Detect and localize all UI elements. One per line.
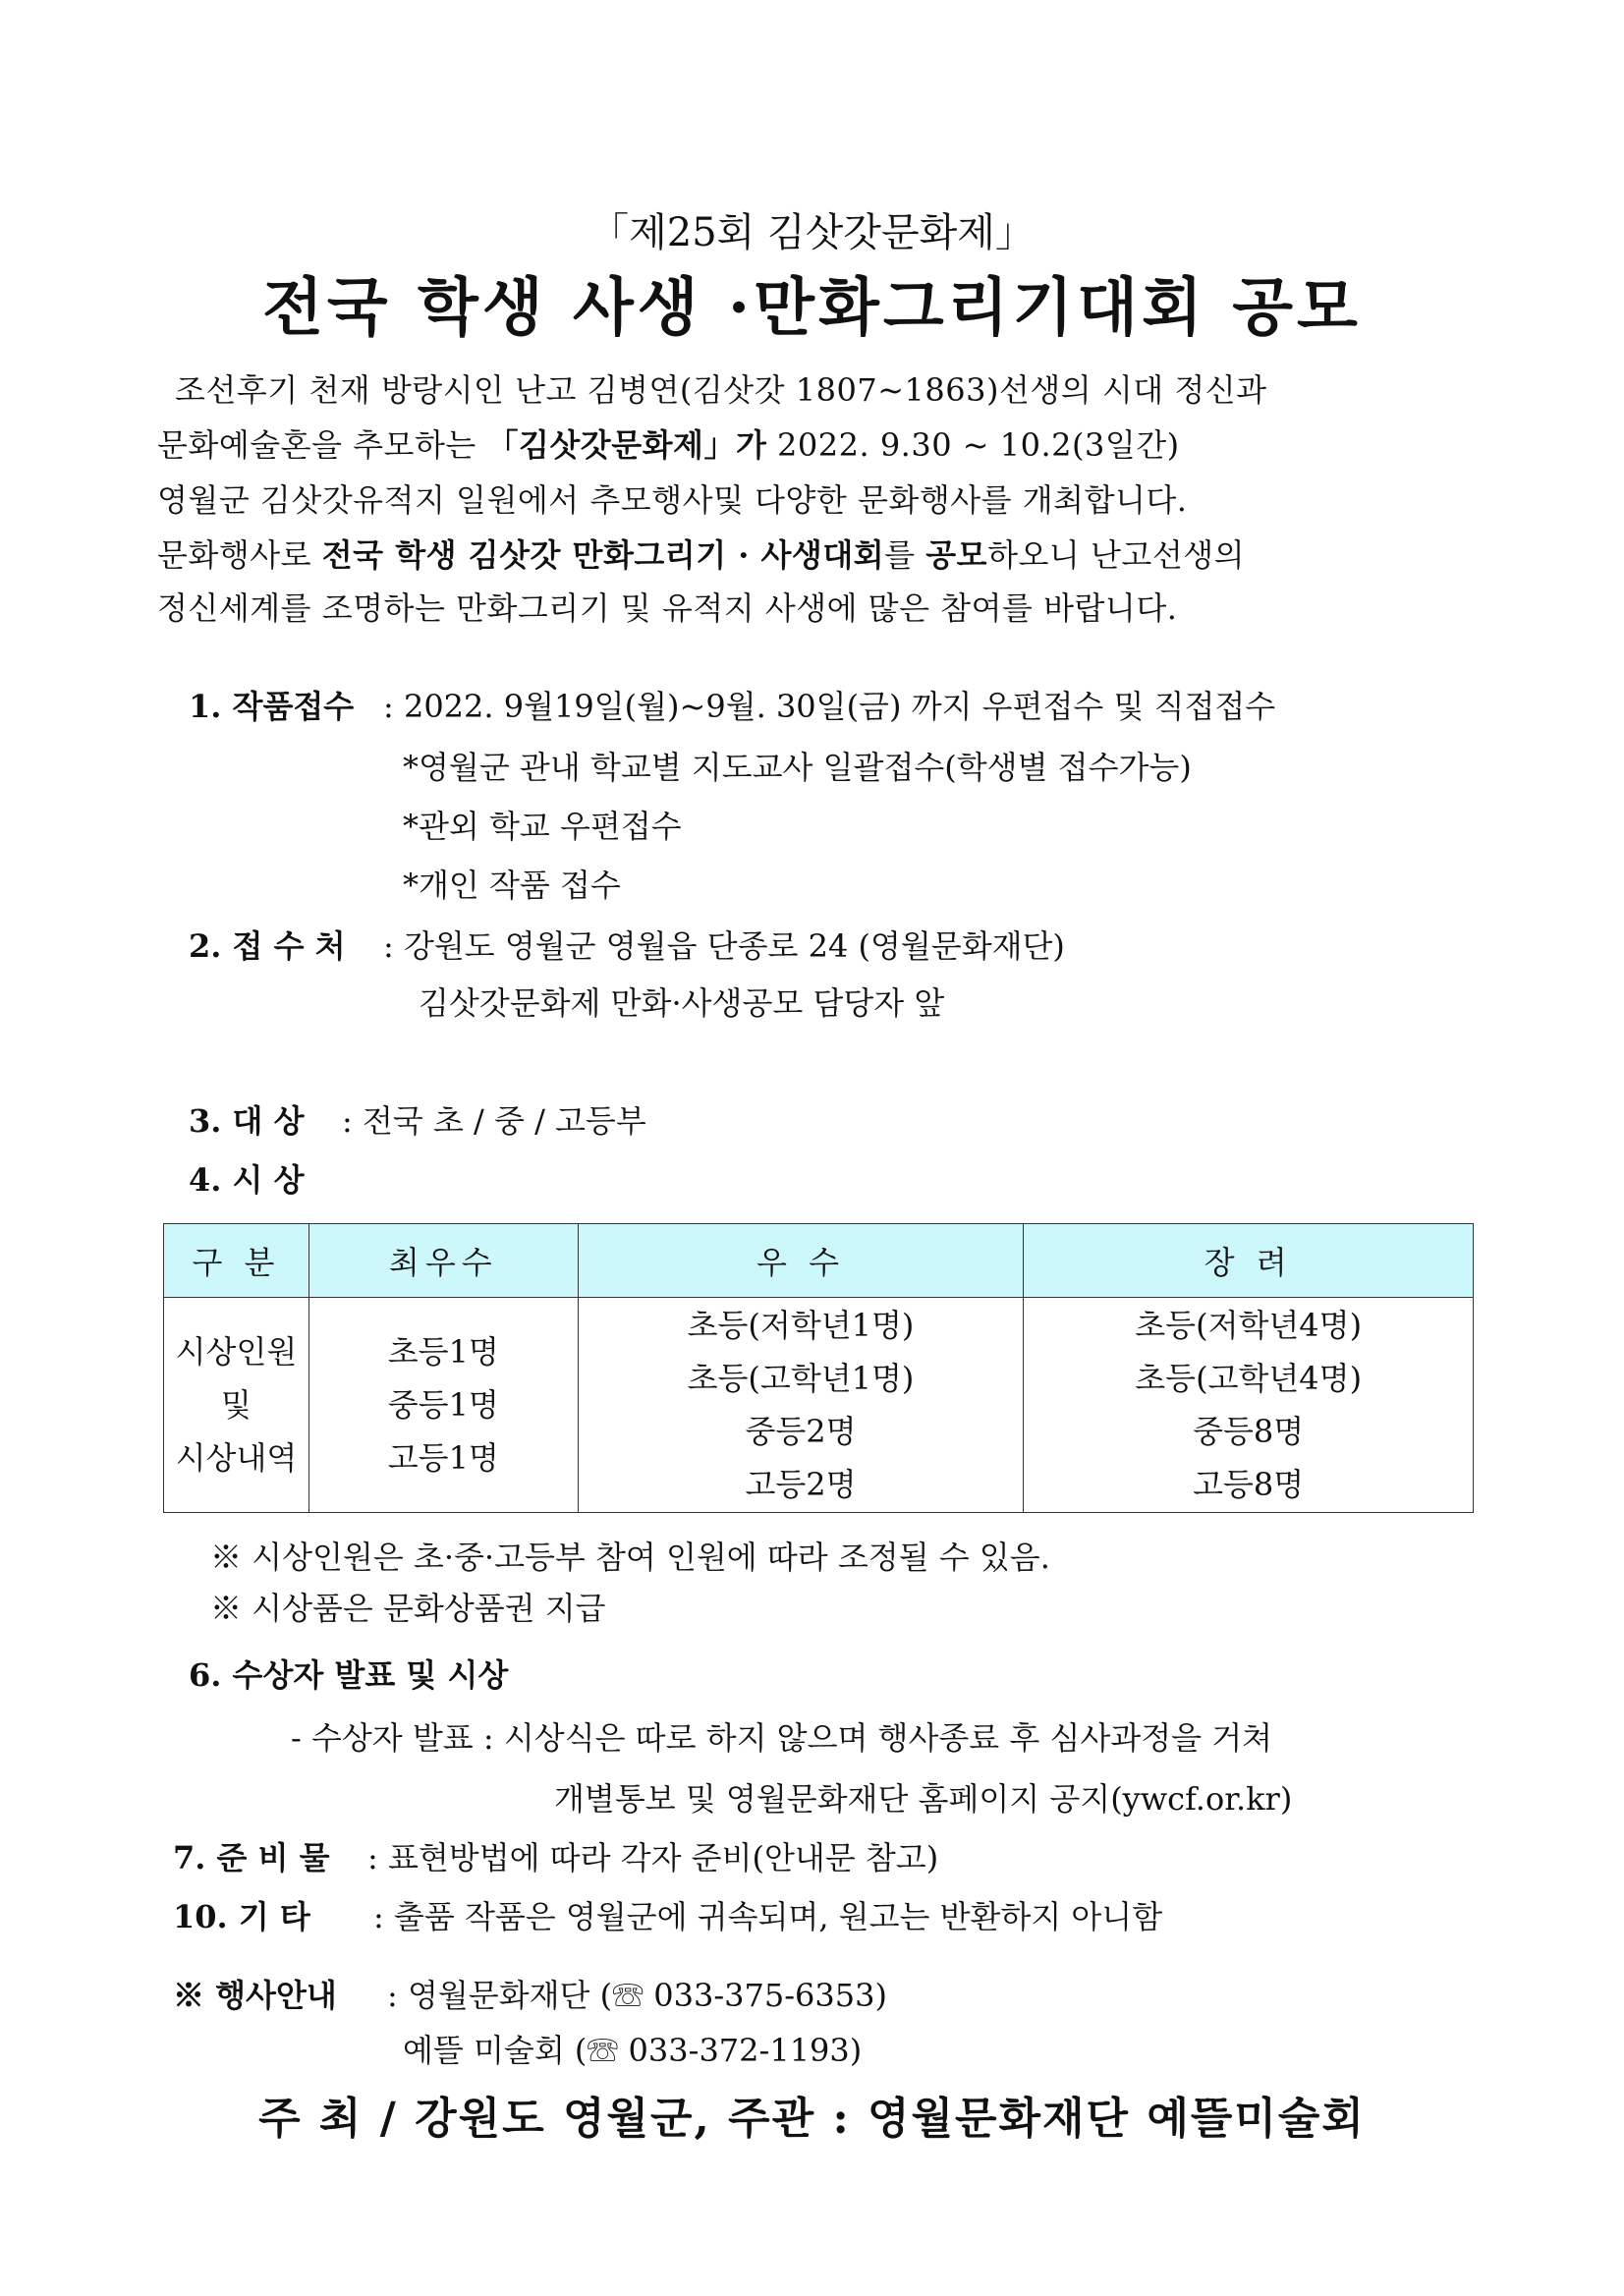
festival-name: 「김삿갓문화제」가: [486, 426, 767, 464]
intro-line-3: 영월군 김삿갓유적지 일원에서 추모행사및 다양한 문화행사를 개최합니다.: [157, 481, 1188, 519]
intro-line-2: [157, 420, 1180, 466]
row-label-cell: [164, 1298, 309, 1513]
document-title: 전국 학생 사생 ·만화그리기대회 공모: [262, 271, 1362, 345]
section-6-label: 6. 수상자 발표 및 시상: [189, 1656, 509, 1694]
section-10-value: : 출품 작품은 영월군에 귀속되며, 원고는 반환하지 아니함: [373, 1898, 1163, 1935]
section-7-label: 7. 준 비 물: [173, 1839, 330, 1876]
top-prize-entry: 초등1명: [387, 1333, 499, 1371]
prize-table-header-row: [164, 1224, 1474, 1298]
contact-line-2: 예뜰 미술회 (☏ 033-372-1193): [403, 2032, 863, 2069]
encouragement-entry: 고등8명: [1193, 1466, 1305, 1503]
intro-line-4: [157, 531, 1245, 576]
section-1-sub-3: *개인 작품 접수: [403, 867, 621, 904]
excellence-entry: 중등2명: [745, 1413, 857, 1450]
intro-line-4-a: 문화행사로: [157, 536, 322, 574]
encouragement-entry: 초등(저학년4명): [1135, 1307, 1363, 1344]
header-category: 구 분: [164, 1224, 309, 1298]
section-10-label: 10. 기 타: [173, 1898, 310, 1935]
contact-line-1: : 영월문화재단 (☏ 033-375-6353): [387, 1977, 887, 2014]
section-3-value: : 전국 초 / 중 / 고등부: [342, 1102, 646, 1140]
prize-table-row: [164, 1298, 1474, 1513]
row-label-line: 시상인원: [175, 1333, 298, 1371]
section-1-value: : 2022. 9월19일(월)~9월. 30일(금) 까지 우편접수 및 직접접수: [383, 688, 1276, 725]
intro-line-2-a: 문화예술혼을 추모하는: [157, 426, 487, 464]
note-1: ※ 시상인원은 초·중·고등부 참여 인원에 따라 조정될 수 있음.: [210, 1539, 1050, 1576]
excellence-cell: [578, 1298, 1024, 1513]
festival-dates: 2022. 9.30 ~ 10.2(3일간): [766, 426, 1180, 464]
organizer-footer: 주 최 / 강원도 영월군, 주관 : 영월문화재단 예뜰미술회: [258, 2094, 1366, 2144]
contact-label: ※ 행사안내: [173, 1977, 337, 2014]
section-2-sub-1: 김삿갓문화제 만화·사생공모 담당자 앞: [419, 984, 945, 1022]
row-label-line: 시상내역: [175, 1439, 298, 1477]
section-4-label: 4. 시 상: [189, 1161, 305, 1199]
intro-line-5: 정신세계를 조명하는 만화그리기 및 유적지 사생에 많은 참여를 바랍니다.: [157, 589, 1178, 627]
prize-table: [163, 1223, 1474, 1513]
section-2-value: : 강원도 영월군 영월읍 단종로 24 (영월문화재단): [383, 927, 1065, 965]
note-2: ※ 시상품은 문화상품권 지급: [210, 1590, 606, 1627]
encouragement-cell: [1024, 1298, 1474, 1513]
intro-line-4-e: 하오니 난고선생의: [987, 536, 1246, 574]
event-subtitle: 「제25회 김삿갓문화제」: [589, 210, 1035, 255]
contest-call: 공모: [925, 536, 988, 574]
section-6-line-2: 개별통보 및 영월문화재단 홈페이지 공지(ywcf.or.kr): [554, 1780, 1293, 1818]
top-prize-cell: [308, 1298, 578, 1513]
section-2-label: 2. 접 수 처: [189, 927, 346, 965]
section-1-sub-2: *관외 학교 우편접수: [403, 808, 682, 845]
excellence-entry: 초등(고학년1명): [687, 1360, 915, 1397]
section-6-line-1: - 수상자 발표 : 시상식은 따로 하지 않으며 행사종료 후 심사과정을 거쳐: [291, 1719, 1273, 1757]
intro-line-1: 조선후기 천재 방랑시인 난고 김병연(김삿갓 1807~1863)선생의 시대 정신과: [175, 371, 1267, 409]
header-top-prize: 최우수: [308, 1224, 578, 1298]
intro-line-4-c: 를: [884, 536, 926, 574]
row-label-line: 및: [220, 1386, 252, 1424]
section-1-label: 1. 작품접수: [189, 688, 355, 725]
header-encouragement: 장 려: [1024, 1224, 1474, 1298]
section-3-label: 3. 대 상: [189, 1102, 305, 1140]
encouragement-entry: 중등8명: [1193, 1413, 1305, 1450]
encouragement-entry: 초등(고학년4명): [1135, 1360, 1363, 1397]
contest-name: 전국 학생 김삿갓 만화그리기 · 사생대회: [321, 536, 885, 574]
header-excellence: 우 수: [578, 1224, 1024, 1298]
section-7-value: : 표현방법에 따라 각자 준비(안내문 참고): [367, 1839, 939, 1876]
excellence-entry: 초등(저학년1명): [687, 1307, 915, 1344]
section-1-sub-1: *영월군 관내 학교별 지도교사 일괄접수(학생별 접수가능): [403, 749, 1192, 786]
top-prize-entry: 중등1명: [387, 1386, 499, 1424]
excellence-entry: 고등2명: [745, 1466, 857, 1503]
top-prize-entry: 고등1명: [387, 1439, 499, 1477]
